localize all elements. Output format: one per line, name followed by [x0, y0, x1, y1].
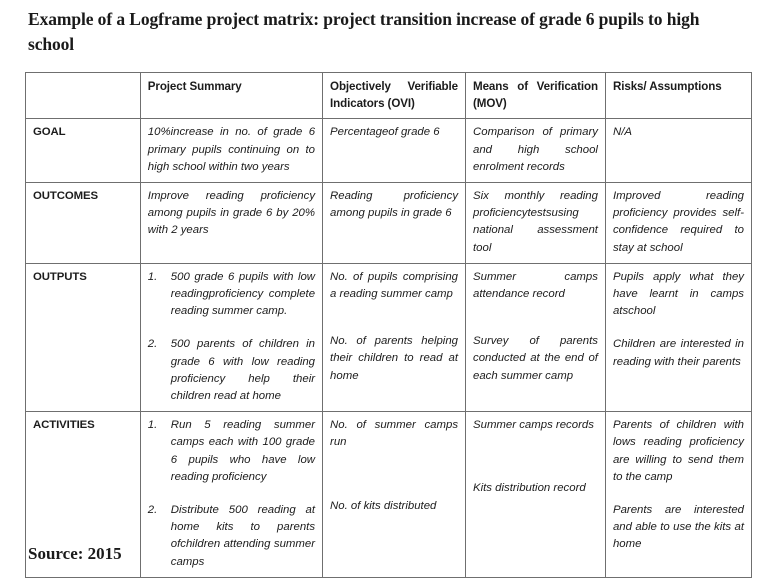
- row-label-goal: GOAL: [26, 119, 141, 183]
- cell-paragraph: Children are interested in reading with their parents: [612, 338, 744, 368]
- table-row-activities: [26, 412, 752, 578]
- list-item-number: 2.: [147, 338, 158, 351]
- cell-goal-mov: Comparison of primary and high school enrolment records: [466, 119, 606, 183]
- list-item-number: 1.: [147, 419, 158, 432]
- cell-paragraph: Pupils apply what they have learnt in camps atschool: [612, 270, 744, 318]
- list-item: [148, 269, 315, 321]
- source-caption: Source: 2015: [28, 544, 122, 563]
- cell-goal-project-summary: 10%increase in no. of grade 6 primary pupils continuing on to high school within two years: [140, 119, 322, 183]
- cell-paragraph: No. of pupils comprising a reading summer camp: [330, 270, 459, 301]
- cell-goal-ovi: Percentageof grade 6: [323, 119, 466, 183]
- cell-activities-ovi: [323, 412, 466, 578]
- cell-paragraph: Kits distribution record: [473, 482, 586, 495]
- cell-paragraph: No. of parents helping their children to read at home: [330, 335, 459, 382]
- cell-activities-mov: [466, 412, 606, 578]
- list-item: [148, 502, 315, 571]
- column-header-mov: Means of Verification (MOV): [466, 73, 606, 119]
- column-header-corner: [26, 73, 141, 119]
- table-row-outputs: [26, 263, 752, 411]
- cell-outcomes-mov: Six monthly reading proficiencytestsusing national assessment tool: [466, 183, 606, 264]
- cell-outputs-ovi: [323, 263, 466, 411]
- list-item: [148, 417, 315, 486]
- cell-outcomes-project-summary: Improve reading proficiency among pupils in grade 6 by 20% with 2 years: [140, 183, 322, 264]
- cell-outputs-project-summary: [140, 263, 322, 411]
- column-header-ovi: Objectively Verifiable Indicators (OVI): [323, 73, 466, 119]
- cell-activities-risks: [605, 412, 751, 578]
- list-item-text: 500 grade 6 pupils with low readingproficiency complete reading summer camp.: [170, 270, 316, 318]
- table-header-row: [26, 73, 752, 119]
- list-item-text: 500 parents of children in grade 6 with low reading proficiency help their children read at home: [170, 338, 316, 403]
- row-label-outcomes: OUTCOMES: [26, 183, 141, 264]
- cell-paragraph: Parents of children with lows reading proficiency are willing to send them to the camp: [612, 419, 744, 483]
- column-header-project-summary: Project Summary: [140, 73, 322, 119]
- table-row-goal: [26, 119, 752, 183]
- cell-goal-risks: N/A: [605, 119, 751, 183]
- cell-paragraph: Survey of parents conducted at the end of each summer camp: [473, 335, 598, 382]
- table-row-outcomes: [26, 183, 752, 264]
- column-header-risks: Risks/ Assumptions: [605, 73, 751, 119]
- list-item-number: 2.: [147, 504, 158, 517]
- list-item-text: Distribute 500 reading at home kits to parents ofchildren attending summer camps: [170, 504, 316, 568]
- list-item: [148, 336, 315, 405]
- row-label-outputs: OUTPUTS: [26, 263, 141, 411]
- cell-outcomes-ovi: Reading proficiency among pupils in grade 6: [323, 183, 466, 264]
- cell-activities-project-summary: [140, 412, 322, 578]
- cell-outcomes-risks: Improved reading proficiency provides self-confidence required to stay at school: [605, 183, 751, 264]
- cell-paragraph: Summer camps records: [473, 419, 594, 432]
- cell-paragraph: No. of summer camps run: [330, 419, 459, 449]
- row-label-activities: ACTIVITIES: [26, 412, 141, 578]
- list-item-number: 1.: [147, 270, 158, 283]
- outputs-summary-list: [148, 269, 315, 405]
- cell-outputs-risks: [605, 263, 751, 411]
- cell-paragraph: Parents are interested and able to use the kits at home: [612, 504, 744, 551]
- activities-summary-list: [148, 417, 315, 571]
- cell-paragraph: No. of kits distributed: [330, 499, 437, 512]
- cell-paragraph: Summer camps attendance record: [473, 270, 598, 301]
- list-item-text: Run 5 reading summer camps each with 100 grade 6 pupils who have low reading proficiency: [170, 419, 316, 483]
- logframe-matrix-table: [25, 72, 752, 578]
- cell-outputs-mov: [466, 263, 606, 411]
- page-title: Example of a Logframe project matrix: project transition increase of grade 6 pupils to high school: [28, 9, 700, 54]
